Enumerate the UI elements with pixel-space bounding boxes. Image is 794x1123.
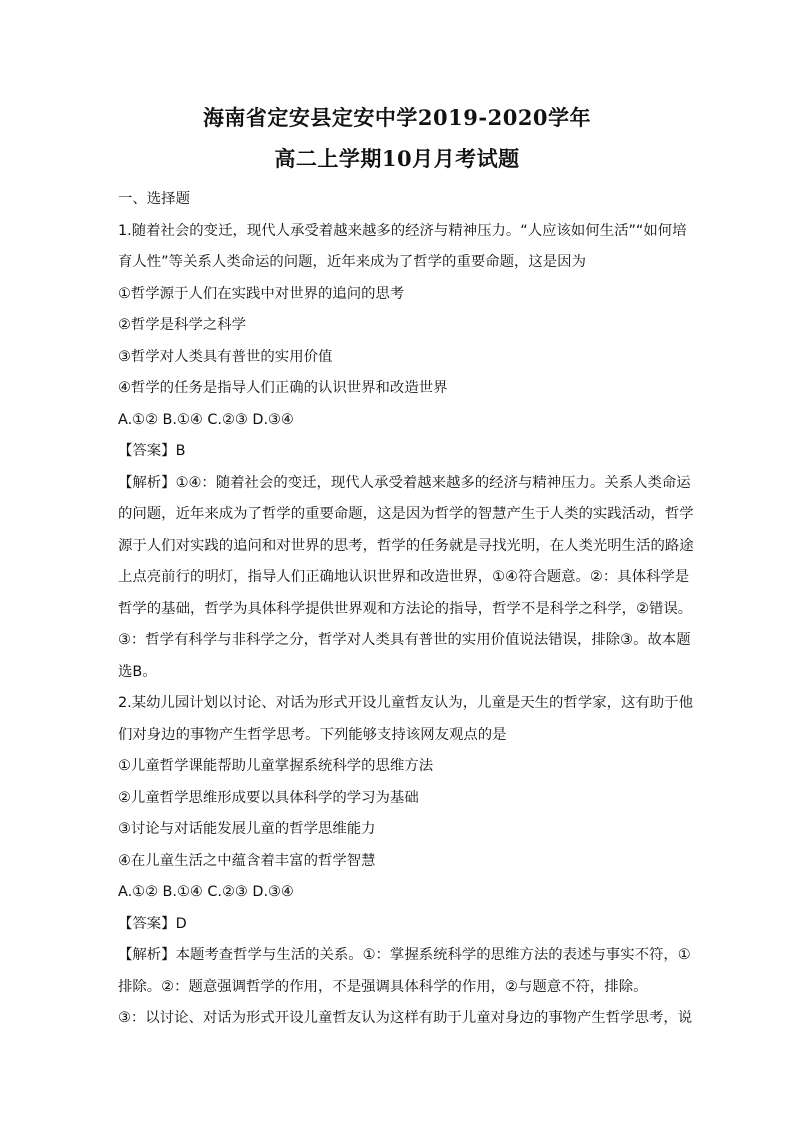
text-line: 【答案】B — [118, 443, 186, 459]
text-line: ③：以讨论、对话为形式开设儿童哲友认为这样有助于儿童对身边的事物产生哲学思考，说 — [118, 1010, 693, 1026]
text-line: 们对身边的事物产生哲学思考。下列能够支持该网友观点的是 — [118, 726, 507, 743]
text-line: ①哲学源于人们在实践中对世界的追问的思考 — [118, 285, 405, 302]
text-line: 【解析】①④：随着社会的变迁，现代人承受着越来越多的经济与精神压力。关系人类命运 — [118, 474, 691, 491]
text-line: 一、选择题 — [118, 191, 190, 207]
text-line: ①儿童哲学课能帮助儿童掌握系统科学的思维方法 — [118, 758, 434, 774]
text-line: ④在儿童生活之中蕴含着丰富的哲学智慧 — [118, 852, 376, 869]
text-line: 上点亮前行的明灯，指导人们正确地认识世界和改造世界，①④符合题意。②：具体科学是 — [118, 569, 690, 585]
text-line: ④哲学的任务是指导人们正确的认识世界和改造世界 — [118, 380, 448, 396]
text-line: 【答案】D — [118, 915, 187, 932]
document-title: 海南省定安县定安中学2019-2020学年 — [202, 105, 592, 130]
text-line: ②儿童哲学思维形成要以具体科学的学习为基础 — [118, 789, 419, 806]
text-line: ②哲学是科学之科学 — [118, 317, 247, 333]
text-line: 选B。 — [118, 663, 157, 680]
text-line: 【解析】本题考查哲学与生活的关系。①：掌握系统科学的思维方法的表述与事实不符，① — [118, 947, 691, 963]
text-line: A.①② B.①④ C.②③ D.③④ — [118, 884, 294, 900]
document-subtitle: 高二上学期10月月考试题 — [274, 146, 520, 171]
document-body — [118, 184, 694, 1035]
text-line: ③讨论与对话能发展儿童的哲学思维能力 — [118, 821, 376, 837]
text-line: 源于人们对实践的追问和对世界的思考，哲学的任务就是寻找光明，在人类光明生活的路途 — [118, 537, 694, 554]
text-line: 排除。②：题意强调哲学的作用，不是强调具体科学的作用，②与题意不符，排除。 — [118, 978, 648, 995]
text-line: ③哲学对人类具有普世的实用价值 — [118, 348, 333, 365]
text-line: ③：哲学有科学与非科学之分，哲学对人类具有普世的实用价值说法错误，排除③。故本题 — [118, 632, 691, 648]
text-line: 哲学的基础，哲学为具体科学提供世界观和方法论的指导，哲学不是科学之科学，②错误。 — [118, 600, 693, 617]
text-line: A.①② B.①④ C.②③ D.③④ — [118, 411, 294, 428]
text-line: 2.某幼儿园计划以讨论、对话为形式开设儿童哲友认为，儿童是天生的哲学家，这有助于他 — [118, 695, 693, 711]
text-line: 1.随着社会的变迁，现代人承受着越来越多的经济与精神压力。“人应该如何生活”“如何培 — [118, 222, 687, 239]
text-line: 的问题，近年来成为了哲学的重要命题，这是因为哲学的智慧产生于人类的实践活动，哲学 — [118, 506, 694, 522]
text-line: 育人性”等关系人类命运的问题，近年来成为了哲学的重要命题，这是因为 — [118, 254, 586, 270]
